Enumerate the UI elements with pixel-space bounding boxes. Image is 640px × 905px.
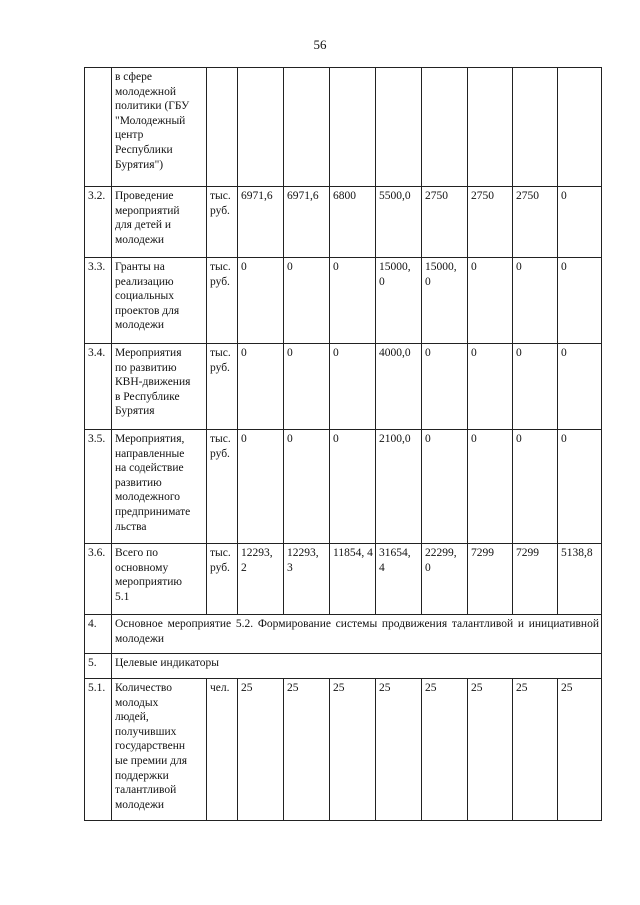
row-value xyxy=(330,68,376,187)
section-title: Целевые индикаторы xyxy=(112,654,602,679)
row-value: 25 xyxy=(284,679,330,821)
row-number: 3.6. xyxy=(85,544,112,615)
row-name-line: поддержки xyxy=(115,769,169,782)
table-row xyxy=(85,679,602,821)
row-name xyxy=(112,187,207,258)
row-name-line: Проведение xyxy=(115,190,174,202)
row-unit: тыс. руб. xyxy=(207,430,238,544)
row-name-line: государственн xyxy=(115,740,186,753)
row-value: 0 xyxy=(238,430,284,544)
row-name-line: на содействие xyxy=(115,462,184,475)
row-name-line: льства xyxy=(115,520,147,533)
row-name-line: мероприятий xyxy=(115,204,180,217)
row-value: 0 xyxy=(238,258,284,344)
row-value: 2750 xyxy=(422,187,468,258)
row-name-line: талантливой xyxy=(115,784,177,797)
row-value: 0 xyxy=(558,258,602,344)
row-value: 0 xyxy=(284,344,330,430)
row-name-line: Гранты на xyxy=(115,261,165,273)
row-name-line: молодежи xyxy=(115,319,165,332)
row-value xyxy=(468,68,513,187)
row-value: 2750 xyxy=(513,187,558,258)
row-value: 12293, 3 xyxy=(284,544,330,615)
table-row xyxy=(85,258,602,344)
row-value: 0 xyxy=(468,258,513,344)
row-value: 7299 xyxy=(468,544,513,615)
row-name-line: молодых xyxy=(115,696,159,709)
row-name-line: молодежи xyxy=(115,798,165,811)
row-value: 25 xyxy=(513,679,558,821)
row-value: 25 xyxy=(468,679,513,821)
table-row xyxy=(85,344,602,430)
row-name-line: Количество xyxy=(115,682,172,694)
row-number: 3.2. xyxy=(85,187,112,258)
table-row xyxy=(85,430,602,544)
row-number: 3.3. xyxy=(85,258,112,344)
row-name-line: Всего по xyxy=(115,547,158,559)
row-name-line: Бурятия") xyxy=(115,158,164,171)
row-name-line: КВН-движения xyxy=(115,376,191,389)
row-name xyxy=(112,679,207,821)
row-unit: чел. xyxy=(207,679,238,821)
row-name-line: предпринимате xyxy=(115,505,191,518)
row-name-line: мероприятию xyxy=(115,576,183,589)
row-value: 7299 xyxy=(513,544,558,615)
row-value: 0 xyxy=(238,344,284,430)
row-name-line: социальных xyxy=(115,290,174,303)
row-name-line: Республики xyxy=(115,143,173,156)
section-row xyxy=(85,615,602,654)
row-value: 0 xyxy=(558,344,602,430)
row-name-line: для детей и xyxy=(115,219,172,232)
row-name-line: реализацию xyxy=(115,275,174,288)
row-value: 25 xyxy=(238,679,284,821)
row-value: 5138,8 xyxy=(558,544,602,615)
row-name-line: получивших xyxy=(115,725,177,738)
row-value: 6800 xyxy=(330,187,376,258)
row-name-line: в Республике xyxy=(115,390,180,403)
row-value: 0 xyxy=(330,344,376,430)
row-value: 22299, 0 xyxy=(422,544,468,615)
indicators-table xyxy=(84,67,602,821)
row-value: 12293, 2 xyxy=(238,544,284,615)
row-unit: тыс. руб. xyxy=(207,187,238,258)
table-row xyxy=(85,68,602,187)
row-name-line: проектов для xyxy=(115,304,180,317)
row-unit: тыс. руб. xyxy=(207,344,238,430)
section-number: 5. xyxy=(85,654,112,679)
row-value: 0 xyxy=(468,344,513,430)
row-unit xyxy=(207,68,238,187)
row-name xyxy=(112,68,207,187)
table-row xyxy=(85,187,602,258)
row-value: 0 xyxy=(422,430,468,544)
row-name-line: политики (ГБУ xyxy=(115,100,190,113)
row-name-line: по развитию xyxy=(115,361,177,374)
row-value: 0 xyxy=(558,187,602,258)
row-value: 2750 xyxy=(468,187,513,258)
row-name-line: молодежного xyxy=(115,491,181,504)
row-name xyxy=(112,258,207,344)
row-name-line: в сфере xyxy=(115,71,152,83)
row-value: 11854, 4 xyxy=(330,544,376,615)
row-name-line: Мероприятия, xyxy=(115,433,185,445)
row-value: 0 xyxy=(513,344,558,430)
row-name-line: Мероприятия xyxy=(115,347,182,359)
row-value: 0 xyxy=(513,258,558,344)
row-name xyxy=(112,344,207,430)
row-value xyxy=(558,68,602,187)
row-value xyxy=(422,68,468,187)
row-value: 0 xyxy=(284,258,330,344)
row-value xyxy=(284,68,330,187)
row-value: 0 xyxy=(284,430,330,544)
row-value: 0 xyxy=(468,430,513,544)
row-value: 15000, 0 xyxy=(376,258,422,344)
row-value: 6971,6 xyxy=(284,187,330,258)
row-value: 0 xyxy=(330,430,376,544)
table-row xyxy=(85,544,602,615)
row-name-line: ые премии для xyxy=(115,754,188,767)
row-name-line: направленные xyxy=(115,447,185,460)
row-name-line: людей, xyxy=(115,711,149,724)
row-number: 3.4. xyxy=(85,344,112,430)
row-value: 5500,0 xyxy=(376,187,422,258)
section-number: 4. xyxy=(85,615,112,654)
row-number: 5.1. xyxy=(85,679,112,821)
row-value: 2100,0 xyxy=(376,430,422,544)
row-value: 25 xyxy=(330,679,376,821)
section-row xyxy=(85,654,602,679)
row-name xyxy=(112,544,207,615)
row-unit: тыс. руб. xyxy=(207,544,238,615)
row-value: 31654, 4 xyxy=(376,544,422,615)
row-value: 0 xyxy=(558,430,602,544)
row-value: 15000, 0 xyxy=(422,258,468,344)
row-name-line: развитию xyxy=(115,476,162,489)
row-name xyxy=(112,430,207,544)
row-name-line: центр xyxy=(115,129,144,142)
row-value: 0 xyxy=(422,344,468,430)
row-unit: тыс. руб. xyxy=(207,258,238,344)
page-number: 56 xyxy=(313,37,327,52)
row-value: 4000,0 xyxy=(376,344,422,430)
row-name-line: молодежной xyxy=(115,85,176,98)
row-number: 3.5. xyxy=(85,430,112,544)
row-value: 25 xyxy=(558,679,602,821)
row-number xyxy=(85,68,112,187)
row-name-line: Бурятия xyxy=(115,405,155,418)
row-value: 0 xyxy=(513,430,558,544)
row-name-line: молодежи xyxy=(115,233,165,246)
section-title: Основное мероприятие 5.2. Формирование системы продвижения талантливой и инициативной молодежи xyxy=(112,615,602,654)
row-value xyxy=(238,68,284,187)
row-name-line: "Молодежный xyxy=(115,114,186,127)
row-name-line: основному xyxy=(115,561,169,574)
row-value xyxy=(513,68,558,187)
row-value: 0 xyxy=(330,258,376,344)
row-value xyxy=(376,68,422,187)
row-value: 25 xyxy=(376,679,422,821)
row-value: 6971,6 xyxy=(238,187,284,258)
row-value: 25 xyxy=(422,679,468,821)
row-name-line: 5.1 xyxy=(115,590,130,603)
